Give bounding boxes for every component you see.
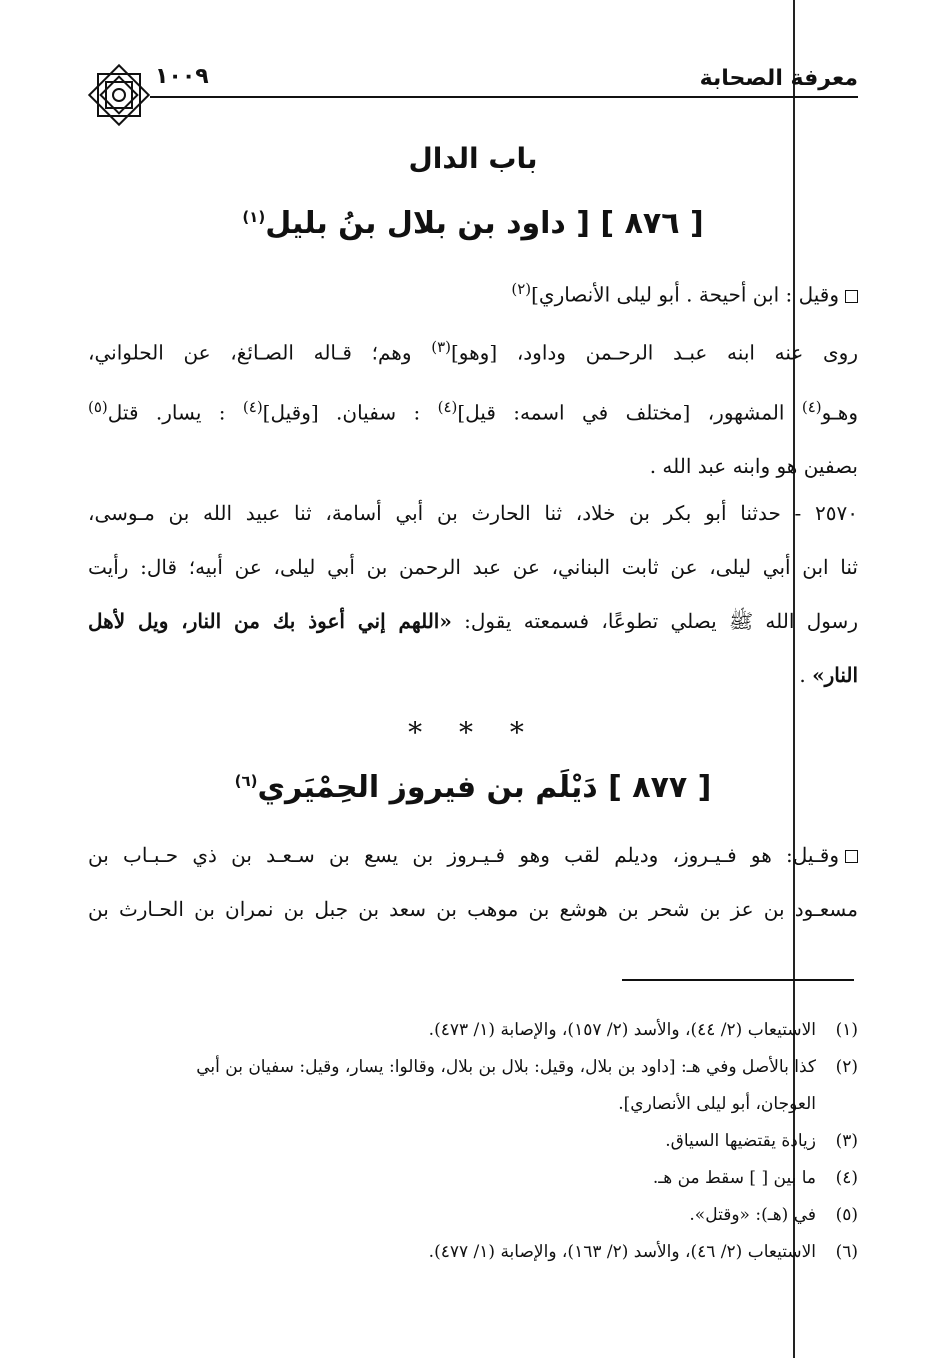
entry-876-paragraph — [88, 320, 858, 493]
octagonal-star-ornament-icon — [84, 60, 154, 130]
alt-names-text: وقيل : ابن أحيحة . أبو ليلى الأنصاري] — [531, 282, 839, 307]
footnote-number: (٢) — [835, 1057, 858, 1077]
entry-876-title-text: [ ٨٧٦ ] [ داود بن بلال بنُ بليل — [265, 206, 704, 241]
footnote-text: الاستيعاب (٢/ ٤٦)، والأسد (٢/ ١٦٣)، والإصابة (١/ ٤٧٧). — [428, 1242, 816, 1262]
header-rule — [150, 96, 858, 98]
footnote-item — [88, 1160, 858, 1197]
footnote-number: (١) — [835, 1020, 858, 1040]
footnote-ref: (٦) — [234, 772, 258, 790]
footnote-ref: (١) — [242, 208, 266, 226]
footnote-text: الاستيعاب (٢/ ٤٤)، والأسد (٢/ ١٥٧)، والإصابة (١/ ٤٧٣). — [428, 1020, 816, 1040]
para-line: مسعـود بن عز بن شحر بن هوشع بن موهب بن سعد بن جبل بن نمران بن الحـارث بن — [88, 897, 858, 921]
footnote-ref: (٥) — [88, 397, 108, 416]
hadith-text: رسول الله ﷺ يصلي تطوعًا، فسمعته يقول: — [451, 609, 858, 633]
para-text: بصفين هو وابنه عبد الله . — [649, 454, 858, 479]
para-text: وقـيل: هو فـيـروز، وديلم لقب وهو فـيـروز بن يسع بن سـعـد بن ذي حـبـاب بن — [88, 843, 839, 867]
footnote-text: ما بين [ ] سقط من هـ. — [652, 1168, 816, 1188]
footnote-ref: (٤) — [242, 397, 263, 416]
hadith-2570 — [88, 486, 858, 702]
para-text: : سفيان. [وقيل] — [262, 400, 438, 425]
hadith-quote: النار» — [812, 663, 858, 687]
entry-877-title-text: [ ٨٧٧ ] دَيْلَم بن فيروز الحِمْيَري — [257, 770, 712, 805]
section-separator: * * * — [408, 716, 538, 749]
footnote-ref: (٢) — [511, 280, 532, 298]
entry-877-title — [0, 770, 946, 805]
entry-876-alt-names — [88, 262, 858, 322]
footnote-ref: (٤) — [437, 397, 458, 416]
footnote-number: (٦) — [835, 1242, 858, 1262]
footnote-ref: (٣) — [431, 338, 451, 356]
para-text: وهم؛ قـاله الصـائغ، عن الحلواني، — [88, 340, 432, 365]
footnote-item — [88, 1123, 858, 1160]
footnote-item — [88, 1049, 858, 1086]
hadith-text: . — [799, 663, 813, 687]
footnote-item — [88, 1234, 858, 1271]
footnote-number: (٣) — [835, 1131, 858, 1151]
footnote-text: كذا بالأصل وفي هـ: [داود بن بلال، وقيل: بلال بن بلال، وقالوا: يسار، وقيل: سفيان بن أبي — [196, 1057, 816, 1077]
entry-876-title — [0, 206, 946, 241]
footnote-number: (٥) — [835, 1205, 858, 1225]
footnote-ref: (٤) — [801, 397, 822, 416]
para-text: وهـو — [821, 400, 858, 425]
hadith-quote: «اللهم إني أعوذ بك من النار، ويل لأهل — [88, 609, 452, 633]
footnote-item — [88, 1012, 858, 1049]
page-number: ١٠٠٩ — [155, 64, 209, 89]
para-text: المشهور، [مختلف في اسمه: قيل] — [457, 400, 802, 425]
running-header-title: معرفة الصحابة — [699, 66, 858, 91]
footnote-rule — [622, 979, 854, 981]
footnotes — [88, 1012, 858, 1271]
square-marker-icon — [845, 290, 858, 303]
entry-877-paragraph — [88, 828, 858, 936]
footnote-text: في (هـ): «وقتل». — [689, 1205, 816, 1225]
footnote-item — [88, 1197, 858, 1234]
para-text: روى عنه ابنه عبـد الرحـمن وداود، [وهو] — [450, 340, 858, 365]
para-text: : يسار. قتل — [107, 400, 243, 425]
footnote-text: زيادة يقتضيها السياق. — [665, 1131, 816, 1151]
hadith-line: ٢٥٧٠ - حدثنا أبو بكر بن خلاد، ثنا الحارث بن أبي أسامة، ثنا عبيد الله بن مـوسى، — [88, 501, 858, 525]
hadith-line: ثنا ابن أبي ليلى، عن ثابت البناني، عن عبد الرحمن بن أبي ليلى، عن أبيه؛ قال: رأيت — [88, 555, 858, 579]
square-marker-icon — [845, 850, 858, 863]
footnote-number: (٤) — [835, 1168, 858, 1188]
footnote-continuation: العوجان، أبو ليلى الأنصاري]. — [618, 1094, 816, 1114]
chapter-title: باب الدال — [408, 142, 538, 175]
